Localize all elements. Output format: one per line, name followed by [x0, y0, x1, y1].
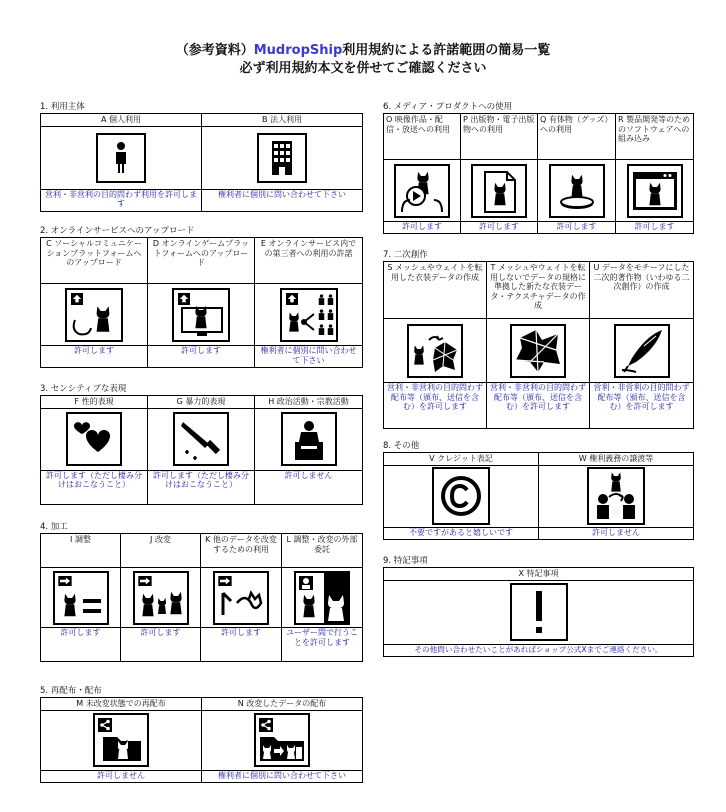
- permission-n: 権利者に個別に問い合わせて下さい: [218, 770, 346, 780]
- section-title: 7. 二次創作: [383, 250, 428, 260]
- permission-w: 許可しません: [592, 527, 640, 537]
- permission-x: その他問い合わせたいことがあればショップ公式Xまでご連絡ください。: [414, 644, 663, 654]
- section-media-products: [383, 102, 693, 234]
- item-label-b: B 法人利用: [261, 115, 303, 124]
- document-subtitle: 必ず利用規約本文を併せてご確認ください: [239, 61, 487, 76]
- item-label-u: U データをモチーフにした二次的著作物（いわゆる二次創作）の作成: [593, 263, 690, 291]
- item-label-c: C ソーシャルコミュニケーションプラットフォームへのアップロード: [46, 239, 142, 267]
- permission-h: 許可しません: [284, 470, 333, 480]
- item-label-l: L 調整・改変の外部委託: [286, 535, 358, 554]
- permission-b: 権利者に個別に問い合わせて下さい: [218, 189, 346, 199]
- section-special-notes: [383, 556, 693, 657]
- section-title: 5. 再配布・配布: [40, 686, 102, 696]
- permission-v: 不要ですがあると嬉しいです: [409, 527, 513, 537]
- mesh-reuse-costume-icon: [407, 324, 463, 378]
- permission-j: 許可します: [140, 628, 181, 637]
- redistribute-unmodified-icon: [93, 713, 149, 767]
- item-label-x: X 特記事項: [518, 569, 559, 578]
- item-label-k: K 他のデータを改変するための利用: [205, 535, 277, 554]
- item-label-m: M 未改変状態での再配布: [76, 699, 166, 708]
- permission-u: 営利・非営利の目的問わず配布等（頒布、送信を含む）を許可します: [593, 383, 690, 411]
- permission-s: 営利・非営利の目的問わず配布等（頒布、送信を含む）を許可します: [387, 383, 483, 411]
- item-label-f: F 性的表現: [74, 397, 114, 406]
- permission-r: 許可します: [634, 222, 675, 231]
- knife-icon: [173, 412, 229, 466]
- item-label-n: N 改変したデータの配布: [237, 699, 327, 708]
- section-title: 9. 特記事項: [383, 556, 428, 566]
- item-label-r: R 製品開発等のためのソフトウェアへの組み込み: [618, 115, 691, 143]
- permission-l: ユーザー間で行うことを許可します: [286, 628, 358, 647]
- goods-figure-icon: [549, 164, 605, 218]
- permission-m: 許可しません: [97, 770, 145, 780]
- person-icon: [96, 133, 146, 183]
- permission-e: 権利者に個別に問い合わせて下さい: [260, 346, 357, 365]
- item-label-i: I 調整: [70, 535, 91, 544]
- section-sensitive-expression: [40, 384, 362, 505]
- exclamation-icon: [510, 583, 568, 641]
- permission-k: 許可します: [221, 628, 261, 637]
- section-title: 3. センシティブな表現: [40, 384, 127, 394]
- item-label-h: H 政治活動・宗教活動: [268, 397, 349, 406]
- pen-fanwork-icon: [614, 324, 670, 378]
- document-title: [0, 42, 726, 60]
- section-derivative-works: [383, 250, 693, 429]
- copyright-icon: [432, 467, 490, 525]
- permission-i: 許可します: [60, 628, 101, 637]
- title-prefix: （参考資料）: [175, 43, 254, 58]
- new-costume-texture-icon: [510, 324, 566, 378]
- section-title: 2. オンラインサービスへのアップロード: [40, 226, 195, 236]
- rights-transfer-icon: [587, 467, 645, 525]
- section-title: 4. 加工: [40, 522, 68, 532]
- item-label-a: A 個人利用: [100, 115, 141, 124]
- software-window-icon: [627, 164, 683, 218]
- permission-p: 許可します: [479, 222, 519, 231]
- adjust-icon: [53, 571, 109, 625]
- social-upload-icon: [65, 288, 123, 342]
- permission-t: 営利・非営利の目的問わず配布等（頒布、送信を含む）を許可します: [490, 383, 586, 411]
- derivative-use-icon: [213, 571, 269, 625]
- item-label-o: O 映像作品・配信・放送への利用: [386, 115, 450, 134]
- podium-speaker-icon: [281, 412, 337, 466]
- item-label-j: J 改変: [150, 535, 171, 544]
- permission-a: 営利・非営利の目的問わず利用を許可します: [45, 189, 197, 208]
- permission-c: 許可します: [74, 346, 114, 355]
- title-suffix: 利用規約による許諾範囲の簡易一覧: [342, 43, 551, 58]
- item-label-w: W 権利義務の譲渡等: [578, 454, 654, 463]
- section-redistribution: [40, 686, 362, 783]
- item-label-g: G 暴力的表現: [176, 397, 226, 406]
- building-icon: [257, 133, 307, 183]
- outsourcing-icon: [294, 571, 350, 625]
- permission-q: 許可します: [556, 222, 597, 231]
- section-online-upload: [40, 226, 362, 368]
- section-modification: [40, 522, 362, 662]
- section-usage-subject: [40, 102, 362, 212]
- item-label-v: V クレジット表記: [429, 454, 493, 463]
- permission-o: 許可します: [402, 222, 442, 231]
- alter-icon: [133, 571, 189, 625]
- distribute-modified-icon: [254, 713, 310, 767]
- section-title: 1. 利用主体: [40, 102, 85, 112]
- item-label-s: S メッシュやウェイトを転用した衣装データの作成: [387, 263, 483, 282]
- permission-g: 許可します（ただし棲み分けはおこなうこと）: [153, 470, 249, 489]
- publication-icon: [471, 164, 527, 218]
- section-title: 6. メディア・プロダクトへの使用: [383, 102, 513, 112]
- permission-d: 許可します: [181, 346, 221, 355]
- section-other: [383, 441, 693, 540]
- item-label-d: D オンラインゲームプラットフォームへのアップロード: [152, 239, 250, 267]
- brand-name: MudropShip: [253, 43, 343, 58]
- video-play-icon: [394, 164, 450, 218]
- item-label-q: Q 有体物（グッズ）への利用: [540, 115, 613, 134]
- hearts-icon: [66, 412, 122, 466]
- item-label-t: T メッシュやウェイトを転用しないでデータの規格に準拠した新たな衣装データ・テクスチャデータの作成: [490, 263, 586, 310]
- permission-f: 許可します（ただし棲み分けはおこなうこと）: [46, 470, 142, 489]
- item-label-e: E オンラインサービス内での第三者への利用の許諾: [260, 239, 357, 258]
- third-party-license-icon: [280, 288, 338, 342]
- section-title: 8. その他: [383, 441, 420, 451]
- item-label-p: P 出版物・電子出版物への利用: [463, 115, 535, 134]
- game-platform-upload-icon: [172, 288, 230, 342]
